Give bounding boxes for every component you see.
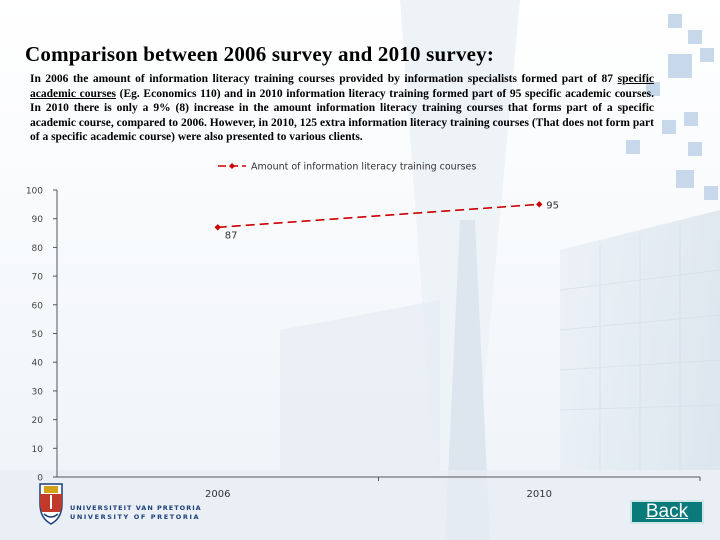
- x-tick-label: 2010: [526, 489, 552, 500]
- decorative-square: [700, 48, 714, 62]
- y-tick-label: 90: [31, 215, 43, 226]
- data-label: 95: [546, 200, 559, 212]
- y-tick-label: 10: [31, 444, 43, 455]
- y-tick-label: 0: [37, 473, 43, 484]
- y-tick-label: 100: [25, 186, 43, 197]
- data-point: [536, 201, 542, 207]
- decorative-square: [684, 112, 698, 126]
- legend-label: Amount of information literacy training courses: [251, 161, 477, 173]
- series-line: [218, 204, 540, 227]
- paragraph-text: In 2006 the amount of information literacy training courses provided by information specialists formed part of 87: [30, 73, 618, 85]
- y-tick-label: 20: [31, 416, 43, 427]
- y-tick-label: 60: [31, 301, 43, 312]
- back-button[interactable]: Back: [630, 500, 704, 524]
- x-tick-label: 2006: [205, 489, 231, 500]
- y-tick-label: 70: [31, 272, 43, 283]
- description-paragraph: [30, 72, 654, 145]
- data-point: [215, 224, 221, 230]
- logo-text-line-1: UNIVERSITEIT VAN PRETORIA: [70, 504, 202, 512]
- logo-text-line-2: UNIVERSITY OF PRETORIA: [70, 513, 201, 521]
- decorative-square: [662, 120, 676, 134]
- decorative-square: [668, 54, 692, 78]
- decorative-square: [688, 30, 702, 44]
- line-chart: [0, 150, 720, 500]
- paragraph-text: (Eg. Economics 110) and in 2010 information literacy training formed part of 95 specific academic courses. In 2010 there is only a 9% (8) increase in the amount information literacy training courses that forms part of a specific academic course, compared to 2006. However, in 2010, 125 extra information literacy training courses (That does not form part of a specific academic course) were also presented to various clients.: [30, 87, 654, 144]
- y-tick-label: 80: [31, 243, 43, 254]
- data-label: 87: [224, 230, 238, 242]
- y-tick-label: 50: [31, 330, 43, 340]
- legend-marker-icon: [229, 163, 235, 169]
- slide-title: Comparison between 2006 survey and 2010 survey:: [25, 42, 495, 66]
- y-tick-label: 30: [31, 387, 43, 398]
- university-logo: [38, 482, 202, 526]
- y-tick-label: 40: [31, 358, 43, 369]
- decorative-square: [668, 14, 682, 28]
- specific-academic-courses-link[interactable]: specific academic courses: [30, 73, 654, 100]
